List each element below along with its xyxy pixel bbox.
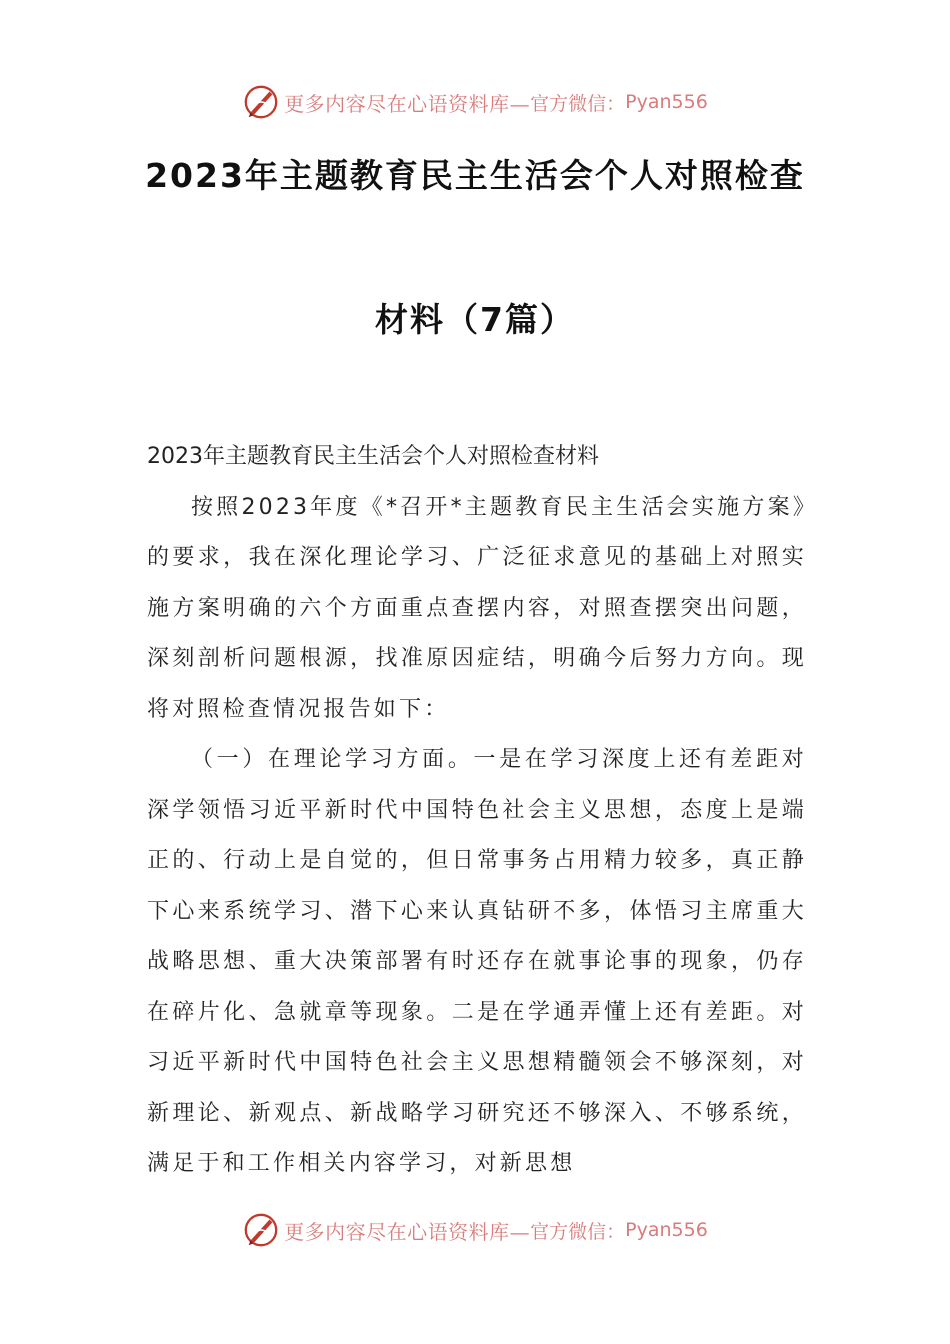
- watermark-wechat-label: 官方微信：: [530, 1220, 626, 1243]
- watermark-wechat-id: Pyan556: [625, 91, 708, 113]
- paragraph-theory-study: （一）在理论学习方面。一是在学习深度上还有差距对深学领悟习近平新时代中国特色社会主义思想，态度上是端正的、行动上是自觉的，但日常事务占用精力较多，真正静下心来系统学习、潜下心来认真钻研不多，体悟习主席重大战略思想、重大决策部署有时还存在就事论事的现象，仍存在碎片化、急就章等现象。二是在学通弄懂上还有差距。对习近平新时代中国特色社会主义思想精髓领会不够深刻，对新理论、新观点、新战略学习研究还不够深入、不够系统，满足于和工作相关内容学习，对新思想: [147, 747, 807, 1176]
- pen-logo-icon: [242, 1211, 280, 1249]
- watermark-text: 更多内容尽在心语资料库—: [284, 1219, 531, 1244]
- watermark-banner-bottom: [0, 1210, 950, 1250]
- pen-logo-icon: [242, 83, 280, 121]
- document-title-line2: 材料（7篇）: [375, 300, 575, 339]
- watermark-wechat-label: 官方微信：: [530, 92, 626, 115]
- section-subtitle: 2023年主题教育民主生活会个人对照检查材料: [147, 444, 599, 469]
- document-title-line1: 2023年主题教育民主生活会个人对照检查: [145, 156, 805, 195]
- watermark-banner-top: [0, 82, 950, 122]
- watermark-text: 更多内容尽在心语资料库—: [284, 91, 531, 116]
- watermark-wechat-id: Pyan556: [625, 1219, 708, 1241]
- document-body: [147, 432, 807, 1190]
- paragraph-intro: 按照2023年度《*召开*主题教育民主生活会实施方案》的要求，我在深化理论学习、广泛征求意见的基础上对照实施方案明确的六个方面重点查摆内容，对照查摆突出问题，深刻剖析问题根源，找准原因症结，明确今后努力方向。现将对照检查情况报告如下：: [147, 494, 807, 722]
